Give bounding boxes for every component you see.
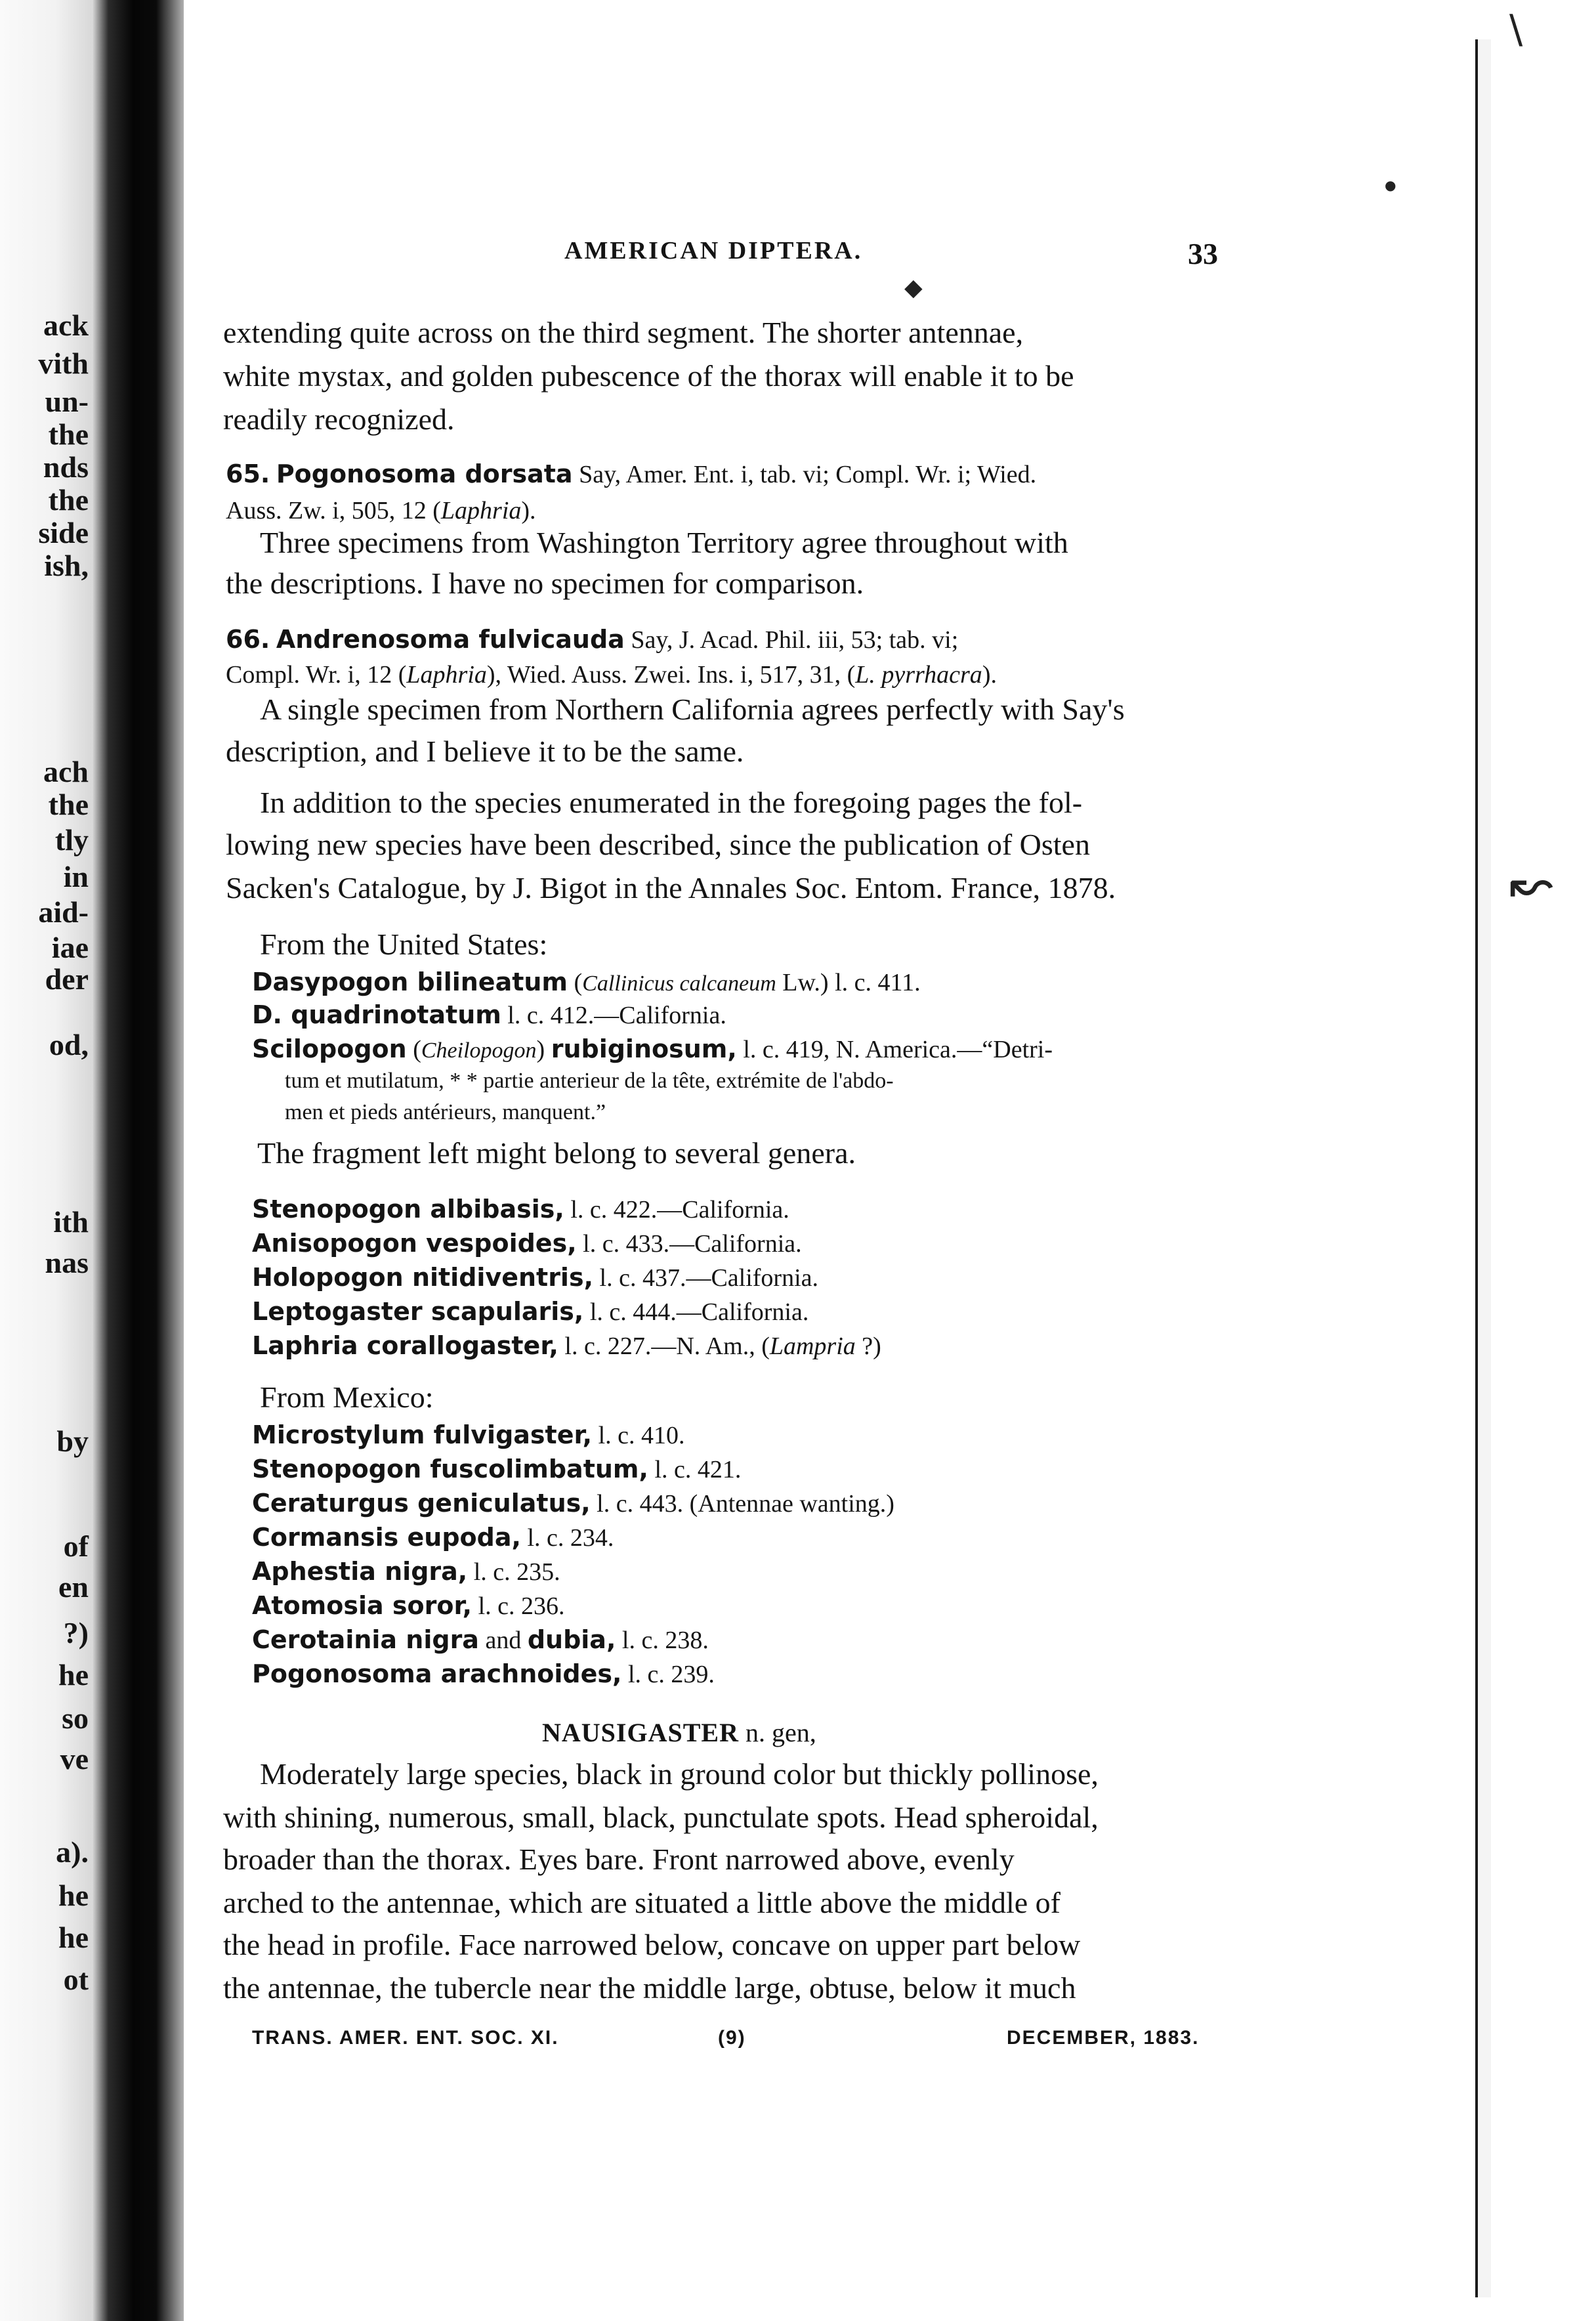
bleed-fragment: ith <box>53 1205 89 1239</box>
citation: l. c. 437.—California. <box>593 1264 818 1292</box>
footer-journal: TRANS. AMER. ENT. SOC. XI. <box>252 2027 559 2049</box>
species-name: rubiginosum, <box>551 1034 737 1063</box>
bleed-fragment: der <box>45 962 89 996</box>
citation: l. c. 444.—California. <box>583 1298 809 1326</box>
citation: Say, J. Acad. Phil. iii, 53; tab. vi; <box>624 626 959 654</box>
quotation-line: men et pieds antérieurs, manquent.” <box>285 1100 606 1124</box>
species-entry <box>252 1195 789 1224</box>
species-name: Microstylum fulvigaster, <box>252 1420 593 1449</box>
paragraph-line: readily recognized. <box>223 402 455 436</box>
page-number: 33 <box>1188 237 1218 270</box>
scan-artifact-mark: \ <box>1509 7 1523 53</box>
paragraph-line: Moderately large species, black in ground color but thickly pollinose, <box>260 1757 1099 1791</box>
citation: Compl. Wr. i, 12 ( <box>226 661 407 689</box>
paragraph-line: arched to the antennae, which are situated a little above the middle of <box>223 1886 1060 1919</box>
species-entry <box>252 1523 614 1552</box>
species-name: Pogonosoma arachnoides, <box>252 1659 622 1688</box>
citation: l. c. 421. <box>648 1456 742 1483</box>
scan-artifact-curl: ↜ <box>1509 853 1554 914</box>
genus-title-suffix: n. gen, <box>738 1718 816 1747</box>
paragraph-line: description, and I believe it to be the same. <box>226 735 744 768</box>
citation: Say, Amer. Ent. i, tab. vi; Compl. Wr. i; Wied. <box>572 461 1037 488</box>
ink-blot: ◆ <box>904 274 923 301</box>
new-genus-heading <box>542 1717 816 1748</box>
bleed-fragment: ish, <box>44 549 89 582</box>
species-name: Cerotainia nigra <box>252 1625 479 1654</box>
bleed-fragment: he <box>58 1879 89 1912</box>
paragraph-line: In addition to the species enumerated in the foregoing pages the fol- <box>260 786 1083 819</box>
species-name: Dasypogon bilineatum <box>252 968 568 996</box>
paragraph-line: with shining, numerous, small, black, punctulate spots. Head spheroidal, <box>223 1800 1099 1834</box>
citation: l. c. 410. <box>592 1422 685 1449</box>
citation: l. c. 238. <box>616 1627 709 1654</box>
citation: l. c. 235. <box>467 1558 560 1586</box>
bleed-fragment: en <box>58 1570 89 1604</box>
species-name: Pogonosoma dorsata <box>276 459 573 488</box>
species-name: Andrenosoma fulvicauda <box>276 625 625 654</box>
species-entry <box>252 1455 741 1484</box>
species-entry <box>252 1263 818 1292</box>
species-entry <box>252 1557 560 1586</box>
species-name: Stenopogon fuscolimbatum, <box>252 1455 648 1483</box>
species-entry <box>252 1331 881 1361</box>
genus-title: NAUSIGASTER <box>542 1718 739 1747</box>
bleed-fragment: nas <box>45 1246 89 1279</box>
citation: ?) <box>855 1332 881 1360</box>
bleed-fragment: by <box>56 1424 89 1458</box>
citation: ), Wied. Auss. Zwei. Ins. i, 517, 31, ( <box>486 661 856 689</box>
genus-synonym: Laphria <box>440 497 522 524</box>
bleed-fragment: vith <box>38 347 89 380</box>
paragraph-line: broader than the thorax. Eyes bare. Front narrowed above, evenly <box>223 1842 1015 1876</box>
species-entry <box>252 1591 565 1621</box>
citation: and <box>478 1627 528 1654</box>
citation: l. c. 234. <box>520 1524 614 1552</box>
species-synonym: L. pyrrhacra <box>855 661 982 689</box>
species-entry <box>252 1420 685 1450</box>
paragraph-line: extending quite across on the third segment. The shorter antennae, <box>223 316 1024 349</box>
citation: ) <box>536 1036 551 1063</box>
species-name: D. quadrinotatum <box>252 1000 501 1029</box>
species-entry <box>252 1229 802 1258</box>
species-entry-66-reference <box>226 625 958 654</box>
scan-artifact-dot: ● <box>1385 177 1396 193</box>
bleed-fragment: tly <box>54 823 89 857</box>
species-name: Holopogon nitidiventris, <box>252 1263 594 1292</box>
paragraph-line: The fragment left might belong to several genera. <box>257 1136 856 1170</box>
bleed-fragment: ack <box>43 309 89 342</box>
running-title: AMERICAN DIPTERA. <box>564 237 863 265</box>
citation: l. c. 239. <box>621 1661 715 1688</box>
bleed-fragment: the <box>48 417 89 451</box>
species-name: Anisopogon vespoides, <box>252 1229 577 1258</box>
bleed-fragment: in <box>63 860 89 893</box>
quotation-line: tum et mutilatum, * * partie anterieur de la tête, extrémite de l'abdo- <box>285 1069 894 1093</box>
bleed-fragment: the <box>48 788 89 821</box>
citation: l. c. 433.—California. <box>576 1230 802 1258</box>
paragraph-line: A single specimen from Northern California agrees perfectly with Say's <box>260 692 1125 726</box>
species-entry <box>252 1625 709 1655</box>
section-heading-mexico: From Mexico: <box>260 1380 434 1414</box>
bleed-fragment: iae <box>51 931 89 964</box>
bleed-fragment: ?) <box>63 1616 89 1650</box>
species-entry <box>252 1034 1053 1064</box>
genus-synonym: Laphria <box>406 661 487 689</box>
citation: l. c. 227.—N. Am., ( <box>558 1332 770 1360</box>
bleed-fragment: ach <box>43 755 89 788</box>
citation: l. c. 236. <box>472 1592 565 1620</box>
section-heading-united-states: From the United States: <box>260 927 548 961</box>
bleed-fragment: he <box>58 1921 89 1954</box>
bleed-fragment: aid- <box>38 895 89 929</box>
species-name: dubia, <box>527 1625 616 1654</box>
bleed-fragment: a). <box>56 1835 89 1869</box>
genus-name: Scilopogon <box>252 1034 407 1063</box>
paragraph-line: the descriptions. I have no specimen for comparison. <box>226 566 864 600</box>
citation: ). <box>982 661 997 689</box>
footer-date: DECEMBER, 1883. <box>1007 2027 1200 2049</box>
species-entry <box>252 968 921 997</box>
footer-signature: (9) <box>718 2027 746 2049</box>
genus-synonym: Cheilopogon <box>421 1038 537 1063</box>
paragraph-line: Three specimens from Washington Territory agree throughout with <box>260 526 1068 559</box>
species-entry <box>252 1000 726 1030</box>
species-name: Stenopogon albibasis, <box>252 1195 564 1224</box>
bleed-fragment: ot <box>63 1963 89 1996</box>
species-entry-65-reference <box>226 459 1036 489</box>
species-name: Atomosia soror, <box>252 1591 472 1620</box>
paragraph-line: lowing new species have been described, since the publication of Osten <box>226 828 1090 861</box>
bleed-fragment: nds <box>43 450 89 484</box>
bleed-fragment: the <box>48 483 89 517</box>
bleed-fragment: ve <box>60 1742 89 1776</box>
bleed-fragment: of <box>63 1529 89 1563</box>
citation: ( <box>406 1036 421 1063</box>
species-name: Leptogaster scapularis, <box>252 1297 584 1326</box>
bleed-fragment: od, <box>49 1028 89 1061</box>
species-number: 65. <box>226 459 270 488</box>
species-entry <box>252 1489 894 1518</box>
paragraph-line: the head in profile. Face narrowed below, concave on upper part below <box>223 1928 1081 1961</box>
species-name: Ceraturgus geniculatus, <box>252 1489 591 1518</box>
bleed-fragment: he <box>58 1658 89 1692</box>
citation: l. c. 419, N. America.—“Detri- <box>736 1036 1053 1063</box>
paragraph-line: the antennae, the tubercle near the middle large, obtuse, below it much <box>223 1971 1076 2005</box>
species-name: Cormansis eupoda, <box>252 1523 521 1552</box>
citation: l. c. 422.—California. <box>564 1196 789 1224</box>
paragraph-line: white mystax, and golden pubescence of the thorax will enable it to be <box>223 359 1074 393</box>
species-name: Aphestia nigra, <box>252 1557 468 1586</box>
citation: l. c. 443. (Antennae wanting.) <box>590 1490 894 1518</box>
bleed-fragment: side <box>38 516 89 549</box>
species-number: 66. <box>226 625 270 654</box>
species-name: Laphria corallogaster, <box>252 1331 558 1360</box>
bleed-fragment: so <box>62 1701 89 1735</box>
citation: ( <box>568 969 583 996</box>
bleed-fragment: un- <box>45 385 89 418</box>
genus-synonym: Lampria <box>769 1332 856 1360</box>
citation: Lw.) l. c. 411. <box>776 969 921 996</box>
species-entry <box>252 1659 715 1689</box>
citation: ). <box>521 497 536 524</box>
species-entry-66-citation <box>226 660 997 689</box>
citation: l. c. 412.—California. <box>501 1002 726 1029</box>
species-entry <box>252 1297 808 1327</box>
citation: Auss. Zw. i, 505, 12 ( <box>226 497 441 524</box>
paragraph-line: Sacken's Catalogue, by J. Bigot in the Annales Soc. Entom. France, 1878. <box>226 871 1116 905</box>
species-entry-65-citation <box>226 496 536 525</box>
species-synonym: Callinicus calcaneum <box>582 971 776 996</box>
